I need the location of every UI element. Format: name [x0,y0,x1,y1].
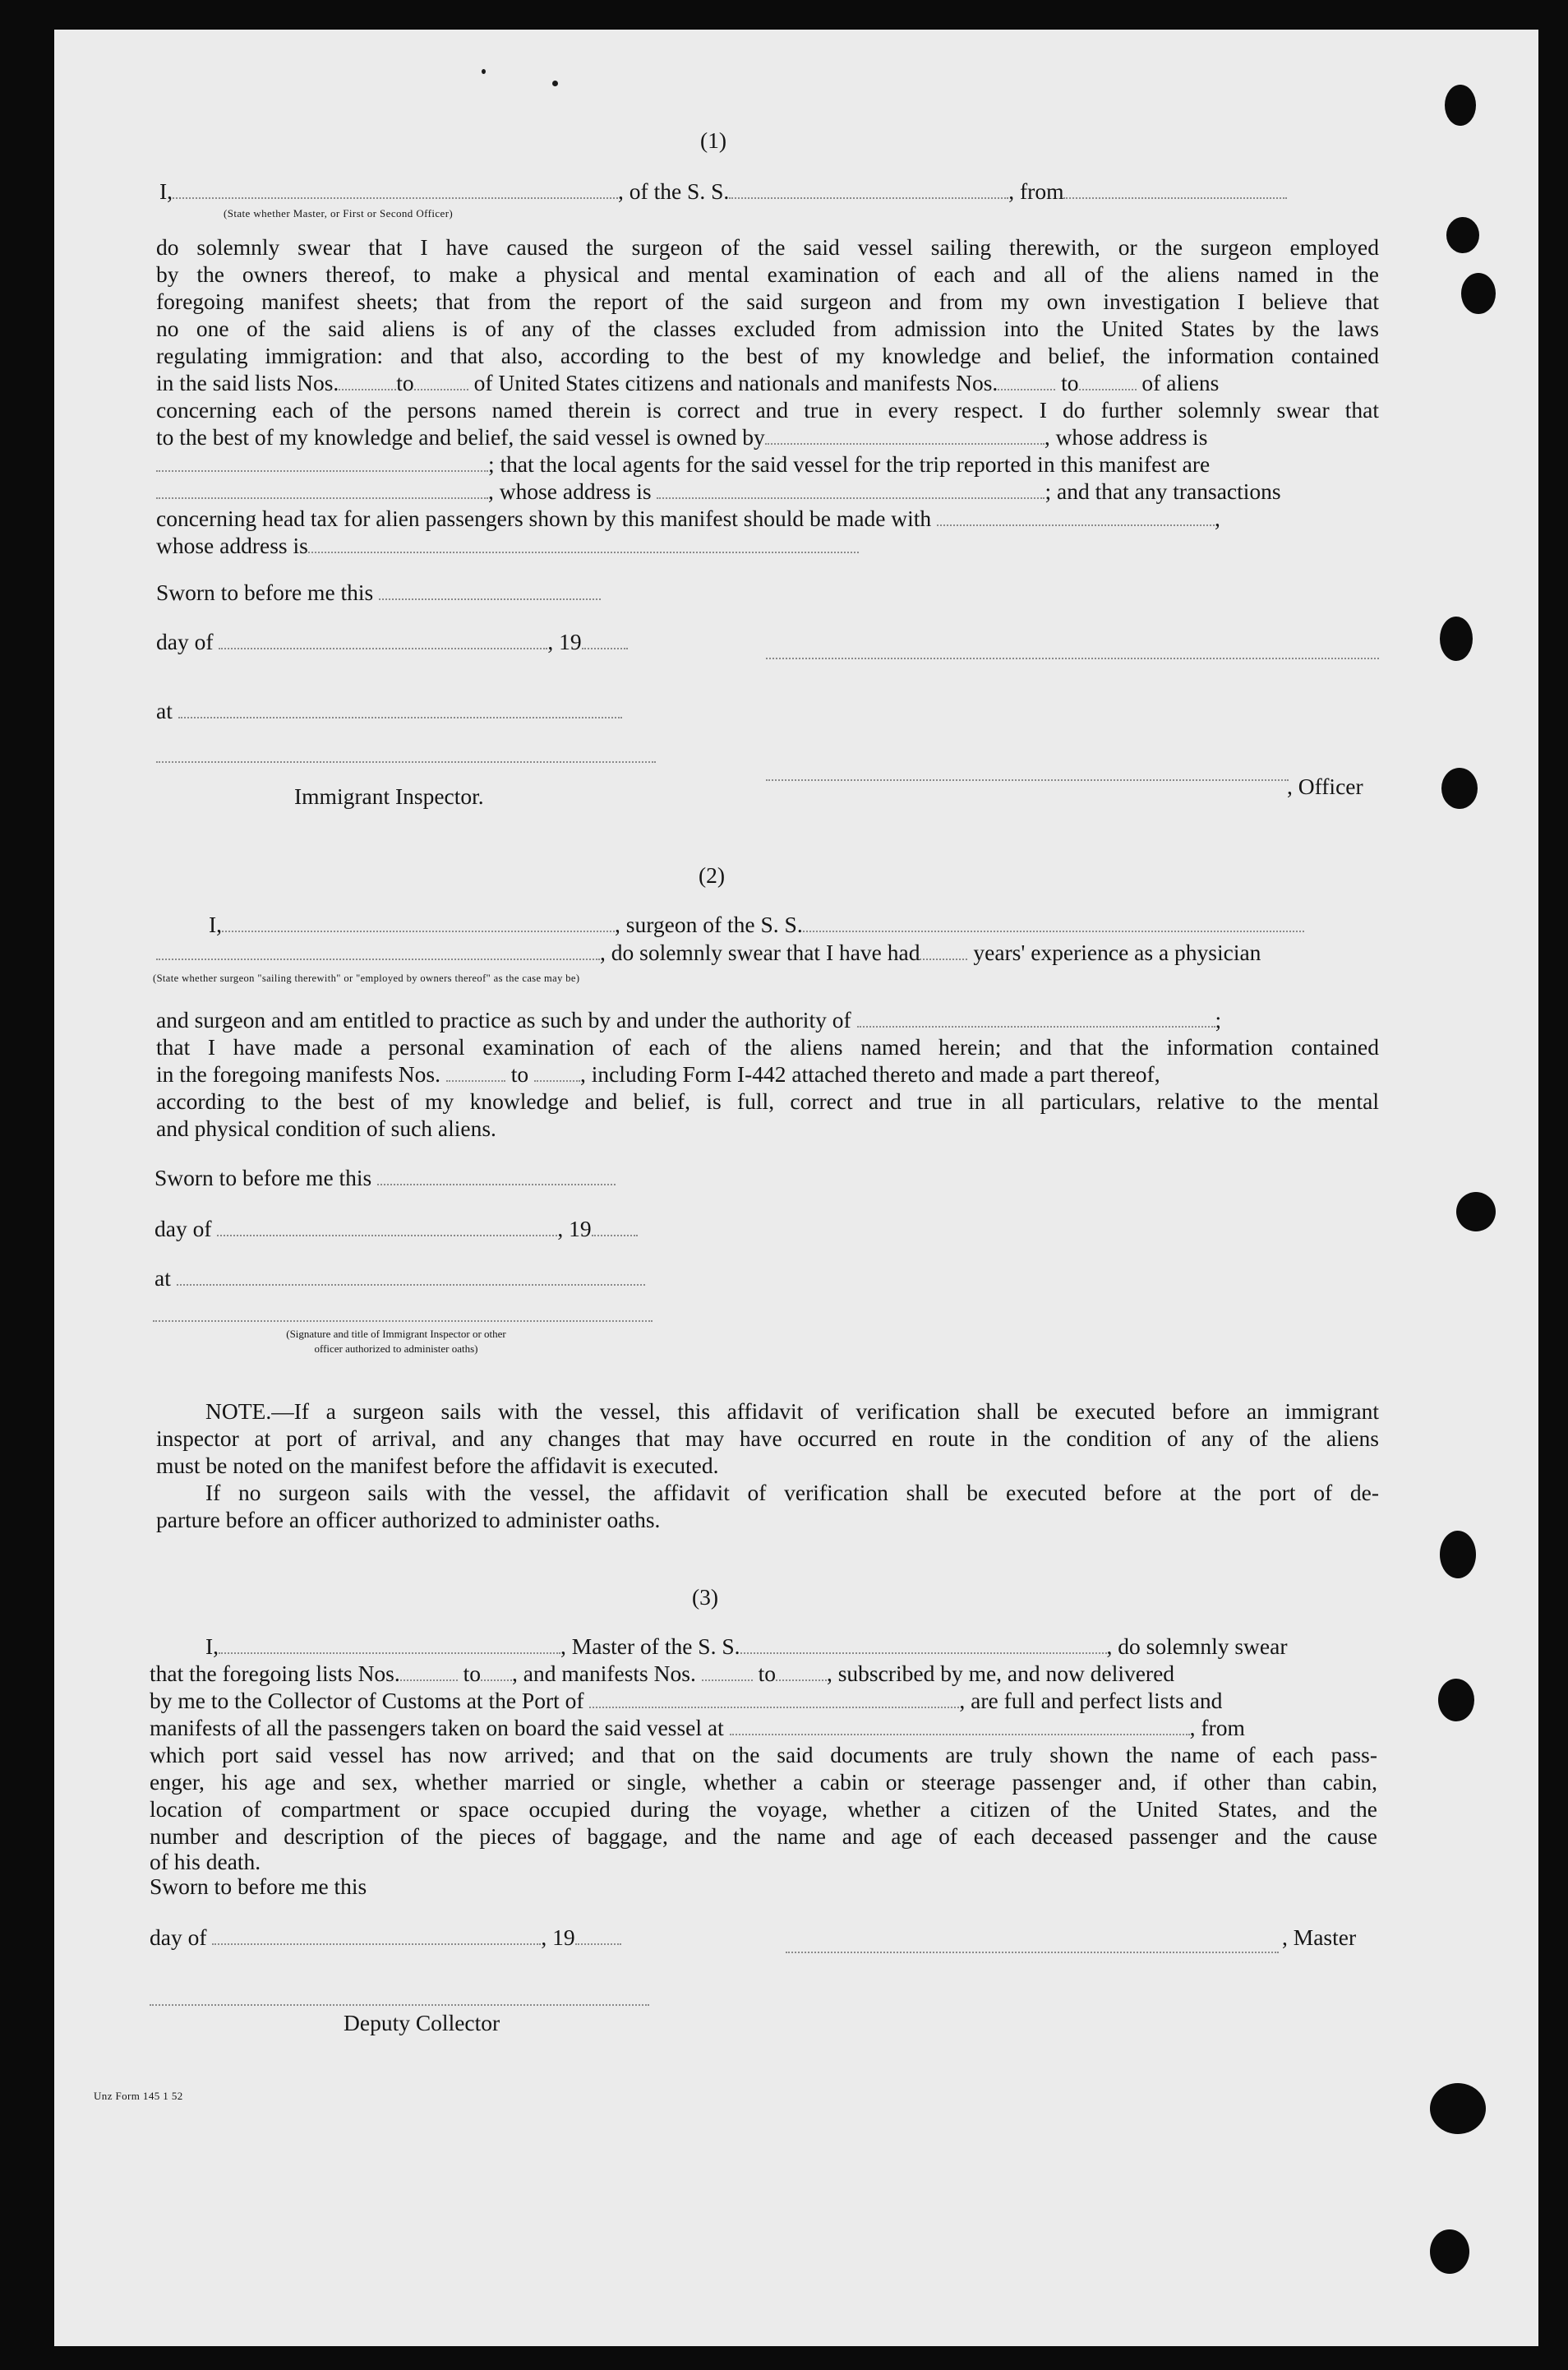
note-line-3: must be noted on the manifest before the affidavit is executed. [156,1453,719,1478]
sec3-body-5: which port said vessel has now arrived; and that on the said documents are truly shown the name of each pass- [150,1742,1377,1767]
surgeon-name-field[interactable] [222,914,615,932]
sec3-body-6: enger, his age and sex, whether married or single, whether a cabin or steerage passenger and, if other than cabin, [150,1769,1377,1795]
officer-name-field[interactable] [173,181,618,199]
punch-hole [1446,217,1479,253]
sec2-sworn-day-field[interactable] [377,1167,616,1185]
inspector-signature-line[interactable] [156,761,656,763]
surgeon-status-note: (State whether surgeon "sailing therewith" or "employed by owners thereof" as the case may be) [153,972,580,984]
vessel-name-field[interactable] [729,181,1008,199]
signature-title-note: (Signature and title of Immigrant Inspector or other officer authorized to administer oaths) [286,1328,506,1355]
officer-rank-note: (State whether Master, or First or Second Officer) [224,207,454,219]
inspector-label: Immigrant Inspector. [294,783,484,809]
sec1-contact-address-line: whose address is [156,532,859,559]
punch-hole [1440,617,1473,661]
master-name-field[interactable] [219,1636,560,1654]
sworn-month-field[interactable] [219,631,547,649]
surgeon-status-field[interactable] [156,942,600,960]
officer-title-line[interactable] [766,779,1289,781]
sworn-year-field[interactable] [582,631,628,649]
agents-address-field[interactable] [657,481,1045,499]
officer-label: , Officer [1287,774,1363,799]
sworn-day-field[interactable] [379,582,601,600]
sworn-place-field[interactable] [178,700,622,718]
sec1-at: at [156,697,622,724]
sec2-line-1: I, , surgeon of the S. S. [209,911,1304,938]
sec2-manifests-line: in the foregoing manifests Nos. to , including Form I-442 attached thereto and made a part thereof, [156,1061,1160,1087]
punch-hole [1438,1679,1474,1721]
sec1-body-2: by the owners thereof, to make a physical and mental examination of each and all of the aliens named in the [156,261,1379,287]
sec2-body-6: according to the best of my knowledge and belief, is full, correct and true in all particulars, relative to the mental [156,1088,1379,1114]
surgeon-vessel-field[interactable] [803,914,1304,932]
note-line-5: parture before an officer authorized to administer oaths. [156,1507,661,1532]
note-line-1: NOTE.—If a surgeon sails with the vessel, this affidavit of verification shall be executed before an immigrant [205,1398,1379,1424]
section-1-heading: (1) [700,127,727,153]
headtax-contact-field[interactable] [937,508,1215,526]
note-line-4: If no surgeon sails with the vessel, the affidavit of verification shall be executed before at the port of de- [205,1480,1379,1505]
form-id: Unz Form 145 1 52 [94,2090,183,2102]
sec1-headtax-line: concerning head tax for alien passengers shown by this manifest should be made with , [156,506,1220,531]
sec3-dayof: day of , 19 [150,1924,621,1951]
sec3-sworn-year-field[interactable] [575,1927,621,1945]
sec2-sworn-month-field[interactable] [217,1218,557,1236]
master-manifests-to-field[interactable] [776,1663,827,1681]
owner-field[interactable] [765,427,1045,445]
sec2-sworn: Sworn to before me this [154,1164,616,1191]
ink-speck [552,81,558,86]
experience-years-field[interactable] [920,942,967,960]
sec1-body-3: foregoing manifest sheets; that from the report of the said surgeon and from my own investigation I believe that [156,289,1379,314]
master-signature-line[interactable] [786,1952,1279,1953]
master-lists-to-field[interactable] [481,1663,512,1681]
master-lists-from-field[interactable] [400,1663,458,1681]
officer-signature-line[interactable] [766,658,1379,659]
punch-hole [1461,273,1496,314]
lists-from-field[interactable] [339,372,396,390]
form-page [54,30,1538,2346]
deputy-collector-label: Deputy Collector [344,2010,500,2035]
sec2-at: at [154,1264,645,1291]
sec3-line-1: I, , Master of the S. S. , do solemnly swear [205,1633,1288,1659]
deputy-signature-line[interactable] [150,2004,649,2006]
master-label: , Master [1282,1924,1357,1950]
sec3-body-7: location of compartment or space occupied during the voyage, whether a citizen of the United States, and the [150,1796,1377,1822]
sec1-body-4: no one of the said aliens is of any of the classes excluded from admission into the United States by the laws [156,316,1379,341]
lists-to-field[interactable] [414,372,468,390]
punch-hole [1445,85,1476,126]
punch-hole [1456,1192,1496,1231]
ink-speck [482,69,486,74]
note-line-2: inspector at port of arrival, and any changes that may have occurred en route in the condition of any of the aliens [156,1425,1379,1451]
surgeon-manifests-to-field[interactable] [534,1064,580,1082]
sec1-body-11: concerning each of the persons named therein is correct and true in every respect. I do further solemnly swear that [156,397,1379,423]
sec2-line-2: , do solemnly swear that I have had years' experience as a physician [156,939,1261,966]
agents-field[interactable] [156,481,488,499]
sec2-body-7: and physical condition of such aliens. [156,1116,496,1141]
manifests-from-field[interactable] [998,372,1055,390]
sec1-owner-line: to the best of my knowledge and belief, the said vessel is owned by , whose address is [156,424,1208,450]
sec2-inspector-signature-line[interactable] [153,1320,653,1322]
sec3-sworn: Sworn to before me this [150,1873,367,1899]
punch-hole [1430,2229,1469,2274]
contact-address-field[interactable] [308,535,859,553]
surgeon-manifests-from-field[interactable] [446,1064,505,1082]
sec1-sworn: Sworn to before me this [156,579,601,606]
sec3-line-4: manifests of all the passengers taken on board the said vessel at , from [150,1715,1245,1740]
authority-field[interactable] [857,1009,1215,1028]
from-port-field[interactable] [1063,181,1287,199]
sec1-lists-line: in the said lists Nos. to of United States citizens and nationals and manifests Nos. to of aliens [156,370,1220,395]
sec3-line-3: by me to the Collector of Customs at the Port of , are full and perfect lists and [150,1688,1223,1713]
sec2-authority-line: and surgeon and am entitled to practice as such by and under the authority of ; [156,1007,1222,1033]
sec2-body-4: that I have made a personal examination of each of the aliens named herein; and that the information contained [156,1034,1379,1060]
sec2-sworn-place-field[interactable] [177,1268,645,1286]
sec2-dayof: day of , 19 [154,1215,638,1242]
section-2-heading: (2) [699,862,726,888]
master-manifests-from-field[interactable] [702,1663,753,1681]
sec1-agents-address-line: , whose address is ; and that any transactions [156,478,1281,505]
collector-port-field[interactable] [589,1690,959,1708]
sec3-body-8: number and description of the pieces of baggage, and the name and age of each deceased passenger and the cause [150,1823,1377,1849]
punch-hole [1441,768,1478,809]
sec1-line-1: I, , of the S. S. , from [159,178,1287,205]
sec1-agents-line: ; that the local agents for the said vessel for the trip reported in this manifest are [156,450,1210,478]
master-vessel-field[interactable] [740,1636,1107,1654]
sec3-sworn-month-field[interactable] [212,1927,541,1945]
punch-hole [1440,1531,1476,1578]
sec1-body-1: do solemnly swear that I have caused the surgeon of the said vessel sailing therewith, or the surgeon employed [156,234,1379,260]
sec1-dayof: day of , 19 [156,628,628,655]
owner-address-field[interactable] [156,454,488,472]
sec3-body-9: of his death. [150,1849,261,1874]
punch-hole [1430,2083,1486,2134]
sec2-sworn-year-field[interactable] [592,1218,638,1236]
embark-port-field[interactable] [730,1717,1190,1735]
sec3-line-2: that the foregoing lists Nos. to , and manifests Nos. to , subscribed by me, and now delivered [150,1661,1175,1686]
manifests-to-field[interactable] [1079,372,1137,390]
section-3-heading: (3) [692,1584,719,1610]
sec1-body-5: regulating immigration: and that also, according to the best of my knowledge and belief, the information contained [156,343,1379,368]
